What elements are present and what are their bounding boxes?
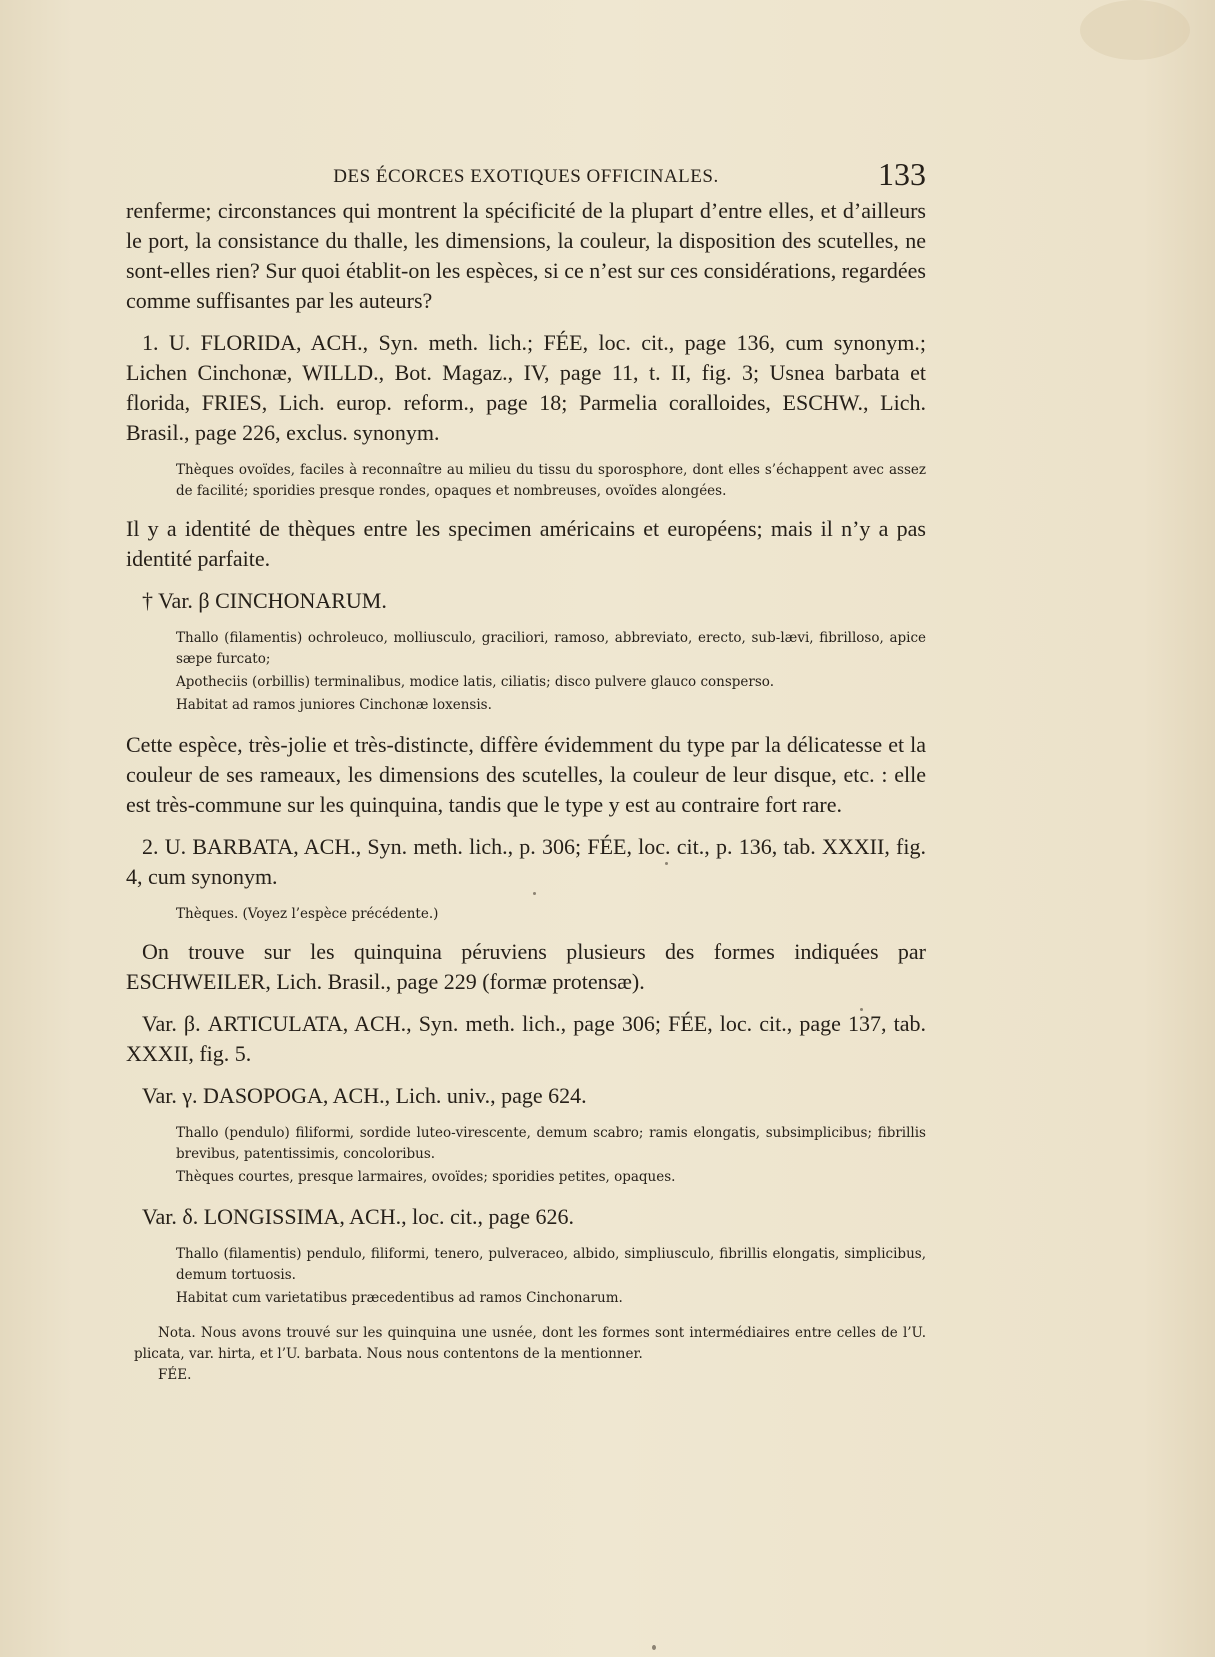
entry-usnea-florida: 1. U. FLORIDA, ACH., Syn. meth. lich.; FÉE, loc. cit., page 136, cum synonym.; Lichen Cinchonæ, WILLD., Bot. Magaz., IV, page 11, t. II, fig. 3; Usnea barbata et florida, FRIES, Lich. europ. reform., page 18; Parmelia coralloides, ESCHW., Lich. Brasil., page 226, exclus. synonym. [126, 330, 926, 445]
latin-thallo-longissima: Thallo (filamentis) pendulo, filiformi, tenero, pulveraceo, albido, simpliusculo, fibrillis elongatis, simplicibus, demum tortuosis. [176, 1246, 926, 1283]
ink-speck [652, 1645, 656, 1650]
running-title: DES ÉCORCES EXOTIQUES OFFICINALES. [333, 166, 719, 187]
paragraph-quinquina-peruviens: On trouve sur les quinquina péruviens plusieurs des formes indiquées par ESCHWEILER, Lich. Brasil., page 229 (formæ protensæ). [126, 939, 926, 994]
ink-speck [860, 1008, 863, 1011]
description-theques-dasopoga: Thèques courtes, presque larmaires, ovoïdes; sporidies petites, opaques. [176, 1169, 676, 1185]
variety-articulata: Var. β. ARTICULATA, ACH., Syn. meth. lich., page 306; FÉE, loc. cit., page 137, tab. XXXII, fig. 5. [126, 1011, 926, 1066]
paragraph-intro: renferme; circonstances qui montrent la spécificité de la plupart d’entre elles, et d’ailleurs le port, la consistance du thalle, les dimensions, la couleur, la disposition des scutelles, ne sont-elles rien? Sur quoi établit-on les espèces, si ce n’est sur ces considérations, regardées comme suffisantes par les auteurs? [126, 198, 926, 313]
description-theques-barbata: Thèques. (Voyez l’espèce précédente.) [176, 906, 439, 922]
paragraph-identite: Il y a identité de thèques entre les specimen américains et européens; mais il n’y a pas identité parfaite. [126, 516, 926, 571]
variety-longissima: Var. δ. LONGISSIMA, ACH., loc. cit., page 626. [142, 1204, 574, 1229]
latin-apotheciis: Apotheciis (orbillis) terminalibus, modice latis, ciliatis; disco pulvere glauco consperso. [176, 674, 774, 690]
nota-paragraph: Nota. Nous avons trouvé sur les quinquina une usnée, dont les formes sont intermédiaires entre celles de l’U. plicata, var. hirta, et l’U. barbata. Nous nous contentons de la mentionner. [134, 1325, 926, 1362]
paper-stain [1080, 0, 1190, 60]
latin-habitat-cinchonarum: Habitat ad ramos juniores Cinchonæ loxensis. [176, 697, 492, 713]
latin-thallo-cinchonarum: Thallo (filamentis) ochroleuco, molliusculo, graciliori, ramoso, abbreviato, erecto, sub-lævi, fibrilloso, apice sæpe furcato; [176, 630, 926, 667]
variety-cinchonarum-heading: † Var. β CINCHONARUM. [142, 588, 387, 613]
ink-speck [533, 892, 536, 895]
running-header [126, 158, 926, 198]
entry-usnea-barbata: 2. U. BARBATA, ACH., Syn. meth. lich., p. 306; FÉE, loc. cit., p. 136, tab. XXXII, fig. 4, cum synonym. [126, 834, 926, 889]
latin-habitat-longissima: Habitat cum varietatibus præcedentibus ad ramos Cinchonarum. [176, 1290, 623, 1306]
description-theques-florida: Thèques ovoïdes, faciles à reconnaître au milieu du tissu du sporosphore, dont elles s’échappent avec assez de facilité; sporidies presque rondes, opaques et nombreuses, ovoïdes alongées. [176, 462, 926, 499]
ink-speck [665, 862, 668, 865]
page-content [126, 196, 926, 1386]
variety-dasopoga: Var. γ. DASOPOGA, ACH., Lich. univ., page 624. [142, 1083, 587, 1108]
author-signature: FÉE. [158, 1367, 192, 1383]
page-number: 133 [878, 156, 926, 192]
paragraph-cette-espece: Cette espèce, très-jolie et très-distincte, diffère évidemment du type par la délicatesse et la couleur de ses rameaux, les dimensions des scutelles, la couleur de leur disque, etc. : elle est très-commune sur les quinquina, tandis que le type y est au contraire fort rare. [126, 732, 926, 817]
latin-thallo-dasopoga: Thallo (pendulo) filiformi, sordide luteo-virescente, demum scabro; ramis elongatis, subsimplicibus; fibrillis brevibus, patentissimis, concoloribus. [176, 1125, 926, 1162]
